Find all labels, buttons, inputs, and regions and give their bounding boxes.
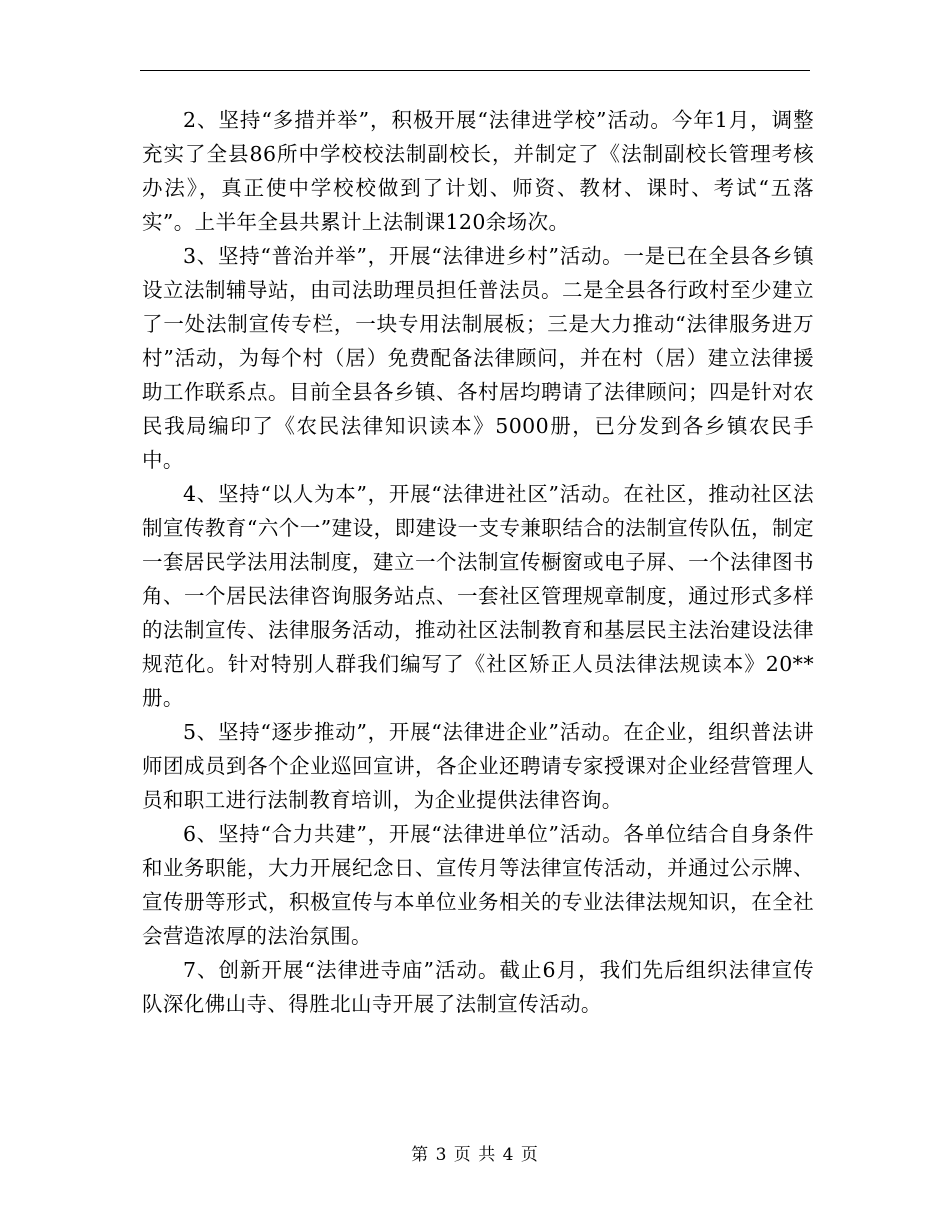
paragraph-law-into-temples: 7、创新开展“法律进寺庙”活动。截止6月，我们先后组织法律宣传队深化佛山寺、得胜北山寺开展了法制宣传活动。 bbox=[142, 958, 814, 1016]
paragraph-law-into-villages: 3、坚持“普治并举”，开展“法律进乡村”活动。一是已在全县各乡镇设立法制辅导站，由司法助理员担任普法员。二是全县各行政村至少建立了一处法制宣传专栏，一块专用法制展板；三是大力推动“法律服务进万村”活动，为每个村（居）免费配备法律顾问，并在村（居）建立法律援助工作联系点。目前全县各乡镇、各村居均聘请了法律顾问；四是针对农民我局编印了《农民法律知识读本》5000册，已分发到各乡镇农民手中。 bbox=[142, 244, 814, 472]
document-body bbox=[142, 103, 814, 1021]
header-rule bbox=[140, 70, 810, 71]
paragraph-law-into-units: 6、坚持“合力共建”，开展“法律进单位”活动。各单位结合自身条件和业务职能，大力开展纪念日、宣传月等法律宣传活动，并通过公示牌、宣传册等形式，积极宣传与本单位业务相关的专业法律法规知识，在全社会营造浓厚的法治氛围。 bbox=[142, 822, 814, 948]
page-footer: 第 3 页 共 4 页 bbox=[411, 1145, 539, 1165]
paragraph-law-into-enterprises: 5、坚持“逐步推动”，开展“法律进企业”活动。在企业，组织普法讲师团成员到各个企业巡回宣讲，各企业还聘请专家授课对企业经营管理人员和职工进行法制教育培训，为企业提供法律咨询。 bbox=[142, 720, 814, 812]
paragraph-law-into-communities: 4、坚持“以人为本”，开展“法律进社区”活动。在社区，推动社区法制宣传教育“六个一”建设，即建设一支专兼职结合的法制宣传队伍，制定一套居民学法用法制度，建立一个法制宣传橱窗或电子屏、一个法律图书角、一个居民法律咨询服务站点、一套社区管理规章制度，通过形式多样的法制宣传、法律服务活动，推动社区法制教育和基层民主法治建设法律规范化。针对特别人群我们编写了《社区矫正人员法律法规读本》20**册。 bbox=[142, 482, 814, 710]
paragraph-law-into-schools: 2、坚持“多措并举”，积极开展“法律进学校”活动。今年1月，调整充实了全县86所中学校校法制副校长，并制定了《法制副校长管理考核办法》，真正使中学校校做到了计划、师资、教材、课时、考试“五落实”。上半年全县共累计上法制课120余场次。 bbox=[142, 108, 814, 234]
